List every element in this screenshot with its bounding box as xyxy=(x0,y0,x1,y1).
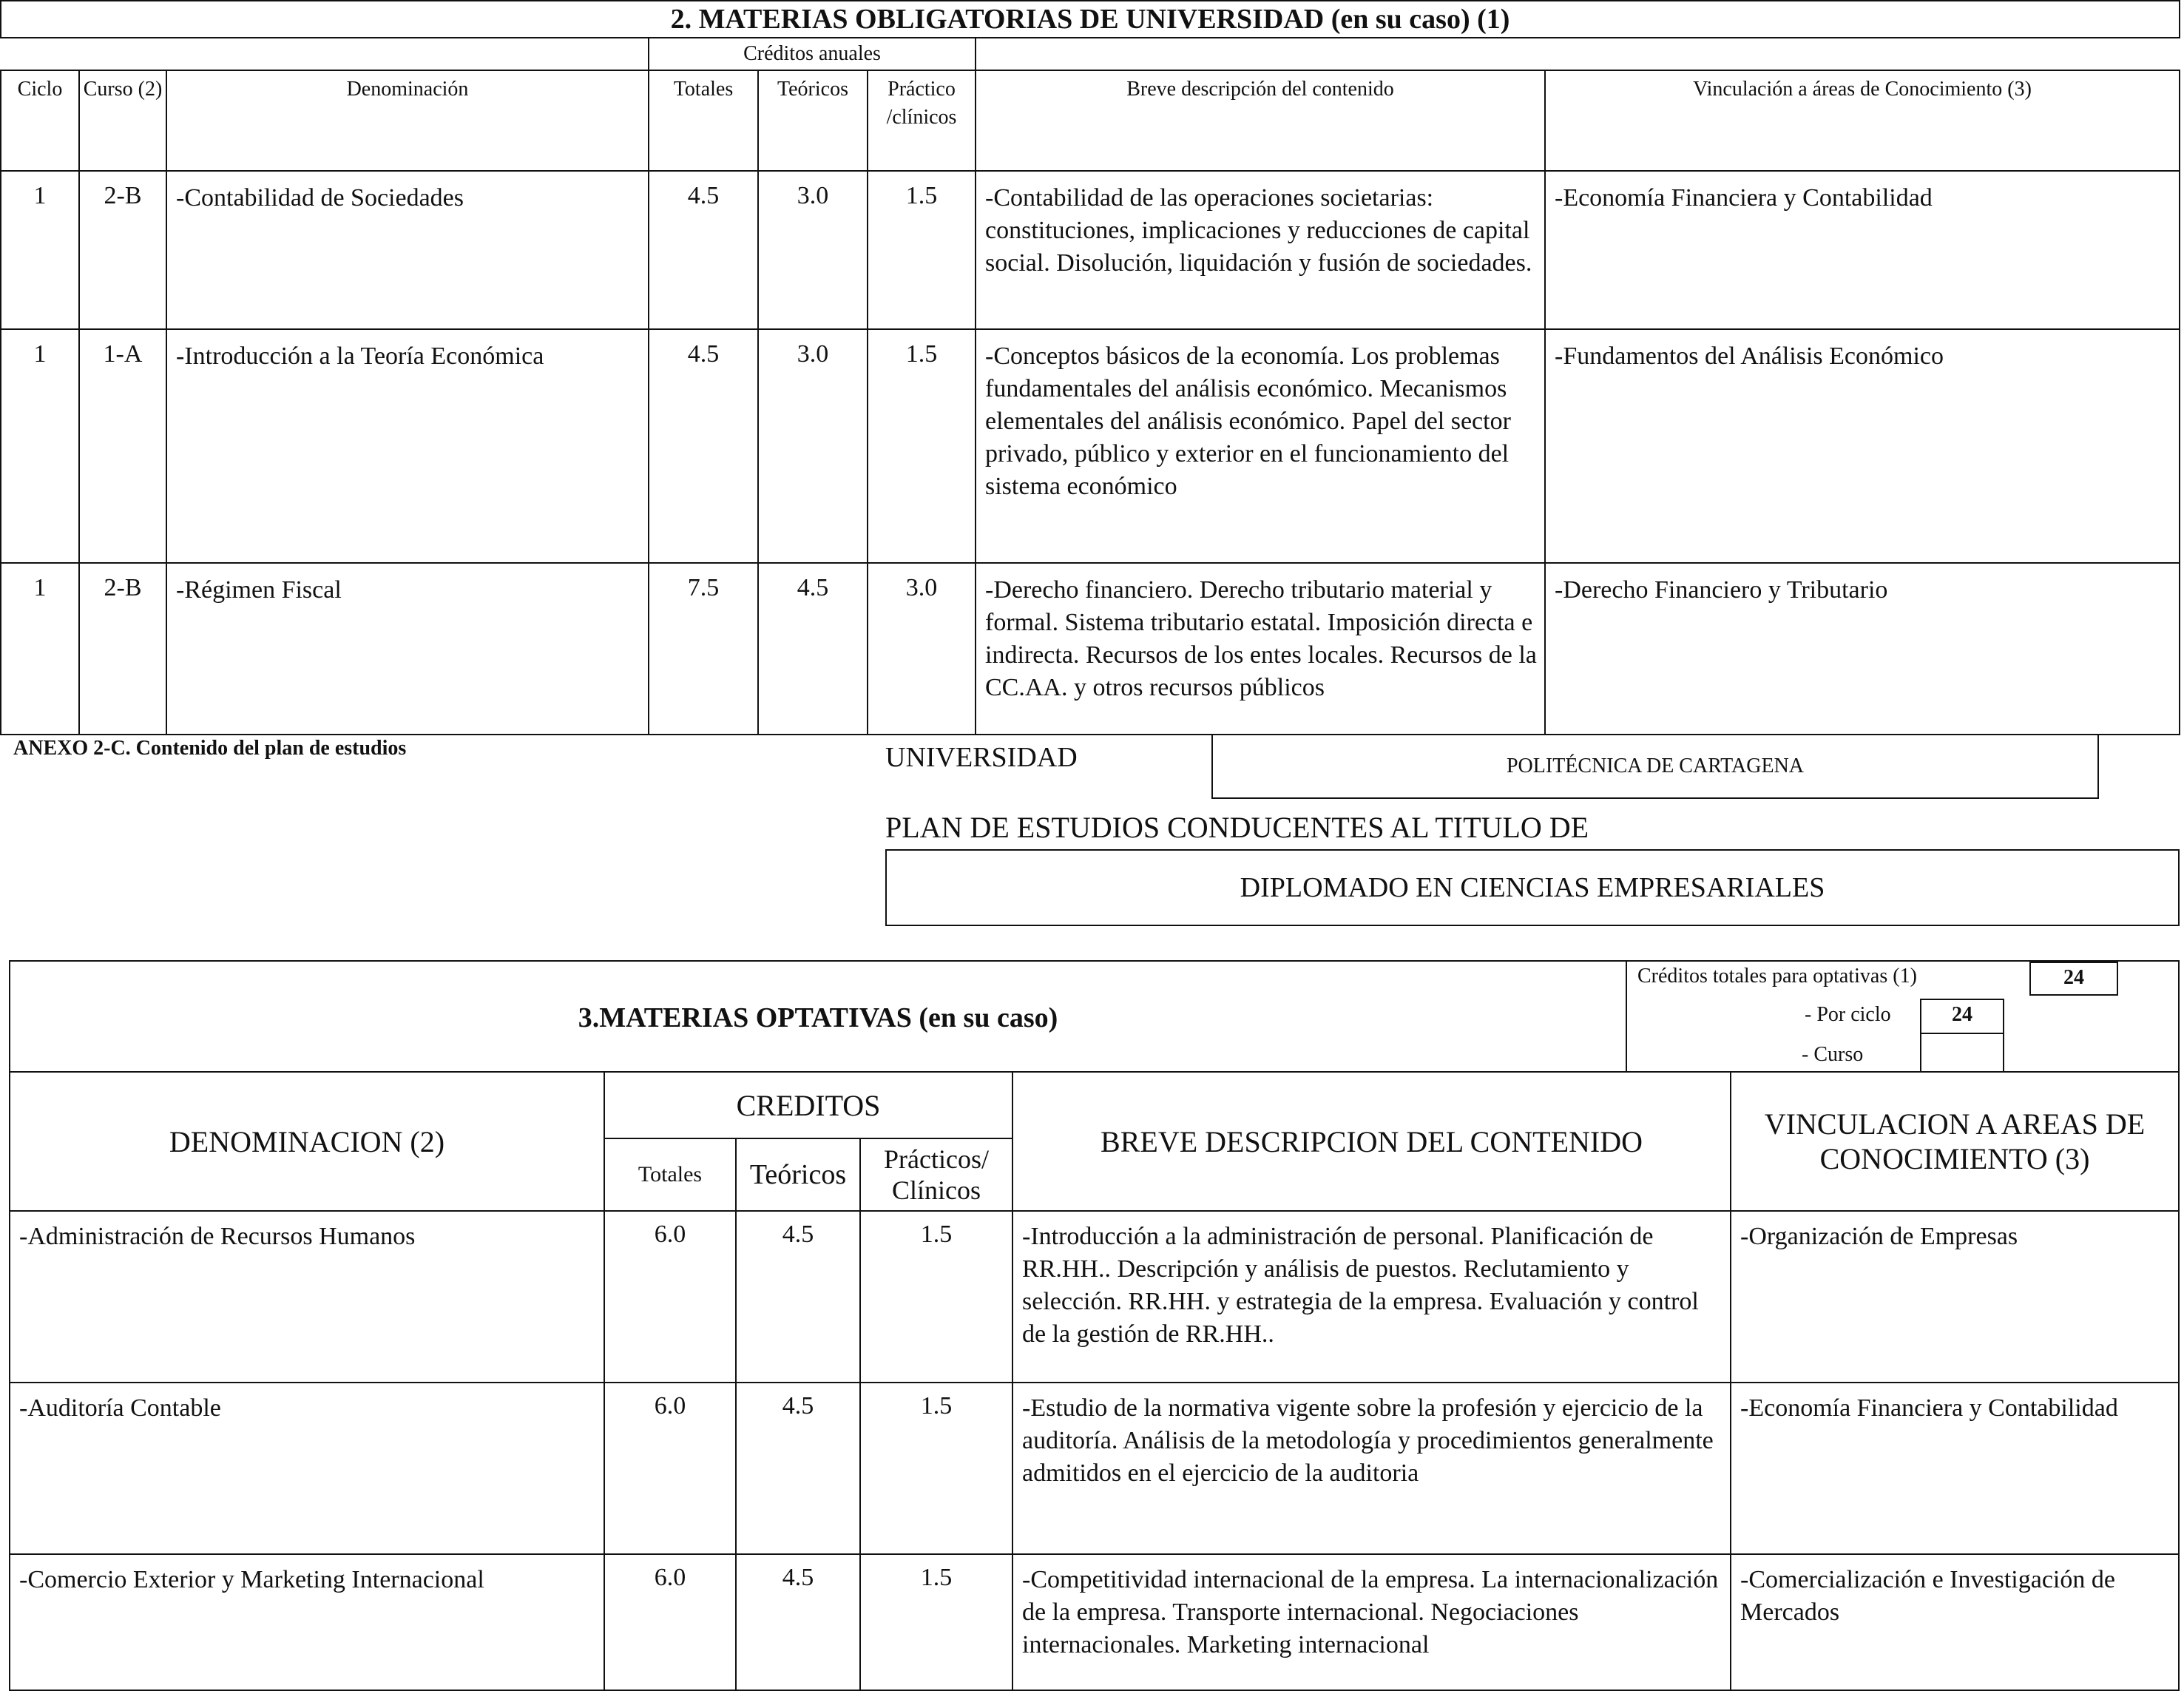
header-denominacion: DENOMINACION (2) xyxy=(10,1072,604,1211)
cell-descripcion: -Derecho financiero. Derecho tributario material y formal. Sistema tributario estatal. Imposición directa e indirecta. Recursos de los entes locales. Recursos de la CC.AA. y otros recursos públicos xyxy=(976,563,1545,735)
cell-descripcion: -Introducción a la administración de personal. Planificación de RR.HH.. Descripción y análisis de puestos. Reclutamiento y selección. RR.HH. y estrategia de la empresa. Evaluación y control de la gestión de RR.HH.. xyxy=(1012,1211,1731,1383)
cell-totales: 6.0 xyxy=(604,1211,736,1383)
header-creditos: CREDITOS xyxy=(604,1072,1012,1138)
header-teoricos: Teóricos xyxy=(736,1138,860,1211)
table-row xyxy=(1,329,2180,563)
por-ciclo-label: - Por ciclo xyxy=(1805,1003,1891,1026)
cell-totales: 6.0 xyxy=(604,1554,736,1690)
cell-totales: 4.5 xyxy=(649,171,758,329)
plan-label: PLAN DE ESTUDIOS CONDUCENTES AL TITULO DE xyxy=(885,811,1589,844)
cell-practicos: 3.0 xyxy=(868,563,976,735)
cell-denominacion: -Régimen Fiscal xyxy=(166,563,649,735)
header-descripcion: BREVE DESCRIPCION DEL CONTENIDO xyxy=(1012,1072,1731,1211)
cell-vinculacion: -Fundamentos del Análisis Económico xyxy=(1545,329,2180,563)
cell-ciclo: 1 xyxy=(1,171,79,329)
cell-descripcion: -Contabilidad de las operaciones societarias: constituciones, implicaciones y reducciones de capital social. Disolución, liquidación y fusión de sociedades. xyxy=(976,171,1545,329)
cell-teoricos: 3.0 xyxy=(758,171,868,329)
table-row xyxy=(10,1383,2179,1554)
curso-label: - Curso xyxy=(1802,1043,1864,1066)
cell-vinculacion: -Economía Financiera y Contabilidad xyxy=(1731,1383,2179,1554)
cell-totales: 4.5 xyxy=(649,329,758,563)
blank-cell xyxy=(976,38,2180,70)
cell-ciclo: 1 xyxy=(1,563,79,735)
cell-vinculacion: -Economía Financiera y Contabilidad xyxy=(1545,171,2180,329)
cell-descripcion: -Estudio de la normativa vigente sobre la profesión y ejercicio de la auditoría. Análisis de la metodología y procedimientos generalmente admitidos en el ejercicio de la auditoria xyxy=(1012,1383,1731,1554)
cell-descripcion: -Competitividad internacional de la empresa. La internacionalización de la empresa. Transporte internacional. Negociaciones internacionales. Marketing internacional xyxy=(1012,1554,1731,1690)
table-row xyxy=(1,171,2180,329)
cell-practicos: 1.5 xyxy=(868,171,976,329)
anexo-title: ANEXO 2-C. Contenido del plan de estudios xyxy=(13,737,407,760)
table-row xyxy=(1,563,2180,735)
header-descripcion: Breve descripción del contenido xyxy=(976,70,1545,171)
obligatorias-title: 2. MATERIAS OBLIGATORIAS DE UNIVERSIDAD (en su caso) (1) xyxy=(1,1,2180,38)
header-vinculacion: VINCULACION A AREAS DE CONOCIMIENTO (3) xyxy=(1731,1072,2179,1211)
blank-cell xyxy=(1,38,649,70)
cell-teoricos: 3.0 xyxy=(758,329,868,563)
table-row xyxy=(10,1554,2179,1690)
cell-denominacion: -Contabilidad de Sociedades xyxy=(166,171,649,329)
cell-teoricos: 4.5 xyxy=(736,1211,860,1383)
universidad-label: UNIVERSIDAD xyxy=(885,742,1078,773)
table-row xyxy=(10,1211,2179,1383)
plan-value: DIPLOMADO EN CIENCIAS EMPRESARIALES xyxy=(885,849,2180,926)
cell-practicos: 1.5 xyxy=(860,1383,1012,1554)
cell-vinculacion: -Organización de Empresas xyxy=(1731,1211,2179,1383)
header-practicos: Prácticos/ Clínicos xyxy=(860,1138,1012,1211)
creditos-totales-value: 24 xyxy=(2029,962,2118,996)
cell-denominacion: -Comercio Exterior y Marketing Internacional xyxy=(10,1554,604,1690)
cell-teoricos: 4.5 xyxy=(736,1554,860,1690)
optativas-title: 3.MATERIAS OPTATIVAS (en su caso) xyxy=(10,962,1627,1073)
header-vinculacion: Vinculación a áreas de Conocimiento (3) xyxy=(1545,70,2180,171)
header-totales: Totales xyxy=(649,70,758,171)
cell-teoricos: 4.5 xyxy=(758,563,868,735)
header-denominacion: Denominación xyxy=(166,70,649,171)
creditos-anuales-header: Créditos anuales xyxy=(649,38,976,70)
cell-descripcion: -Conceptos básicos de la economía. Los problemas fundamentales del análisis económico. Mecanismos elementales del análisis económico. Papel del sector privado, público y exterior en el funcionamiento del sistema económico xyxy=(976,329,1545,563)
cell-vinculacion: -Comercialización e Investigación de Mercados xyxy=(1731,1554,2179,1690)
cell-denominacion: -Administración de Recursos Humanos xyxy=(10,1211,604,1383)
curso-value xyxy=(1920,1033,2004,1073)
cell-totales: 7.5 xyxy=(649,563,758,735)
header-practicos: Práctico /clínicos xyxy=(868,70,976,171)
header-teoricos: Teóricos xyxy=(758,70,868,171)
cell-curso: 2-B xyxy=(79,171,166,329)
cell-practicos: 1.5 xyxy=(860,1554,1012,1690)
cell-denominacion: -Introducción a la Teoría Económica xyxy=(166,329,649,563)
cell-denominacion: -Auditoría Contable xyxy=(10,1383,604,1554)
universidad-value: POLITÉCNICA DE CARTAGENA xyxy=(1211,734,2099,799)
header-ciclo: Ciclo xyxy=(1,70,79,171)
cell-totales: 6.0 xyxy=(604,1383,736,1554)
creditos-totales-label: Créditos totales para optativas (1) xyxy=(1637,965,1917,988)
optativas-header xyxy=(9,960,2180,1073)
cell-curso: 1-A xyxy=(79,329,166,563)
cell-practicos: 1.5 xyxy=(860,1211,1012,1383)
header-totales: Totales xyxy=(604,1138,736,1211)
cell-curso: 2-B xyxy=(79,563,166,735)
materias-optativas-table xyxy=(9,1071,2180,1691)
cell-vinculacion: -Derecho Financiero y Tributario xyxy=(1545,563,2180,735)
cell-ciclo: 1 xyxy=(1,329,79,563)
cell-teoricos: 4.5 xyxy=(736,1383,860,1554)
materias-obligatorias-table xyxy=(0,0,2180,735)
por-ciclo-value: 24 xyxy=(1920,999,2004,1034)
header-curso: Curso (2) xyxy=(79,70,166,171)
cell-practicos: 1.5 xyxy=(868,329,976,563)
